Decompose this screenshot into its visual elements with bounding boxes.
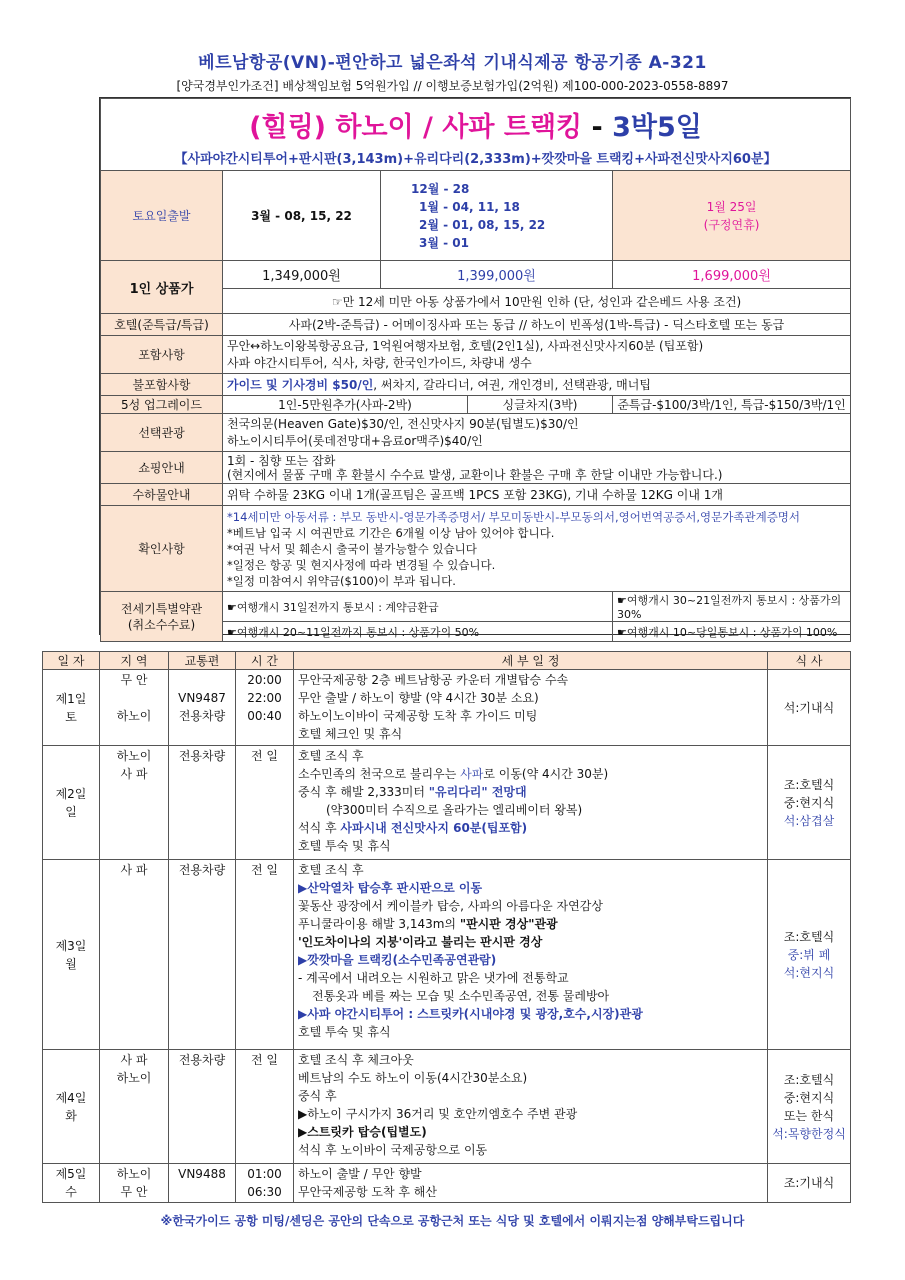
notice-line: *14세미만 아동서류 : 부모 동반시-영문가족증명서/ 부모미동반시-부모동의서,영어번역공증서,영문가족관계증명서 <box>227 509 801 524</box>
day-cell <box>43 1164 100 1203</box>
day-number: 제1일 <box>55 691 87 706</box>
itinerary-table <box>42 651 851 1203</box>
itinerary-day-4 <box>43 1050 851 1164</box>
region-cell <box>100 1164 169 1203</box>
time-cell <box>236 1050 294 1164</box>
included-line: 사파 야간시티투어, 식사, 차량, 한국인가이드, 차량내 생수 <box>227 355 532 370</box>
header-date: 일 자 <box>43 652 100 670</box>
time-cell <box>236 746 294 860</box>
day-cell <box>43 670 100 746</box>
detail-line: 호텔 조식 후 <box>298 749 364 763</box>
title-main: (힐링) 하노이 / 사파 트랙킹 <box>249 112 583 143</box>
price-1: 1,349,000원 <box>223 261 381 289</box>
detail-line: 무안국제공항 2층 베트남항공 카운터 개별탑승 수속 <box>298 673 569 687</box>
transport: VN9487 <box>178 691 226 705</box>
meal-cell <box>768 1050 851 1164</box>
excluded-value <box>223 374 851 396</box>
date-line: 3월 - 01 <box>419 235 469 250</box>
departure-dates-3 <box>613 171 851 261</box>
transport: 전용차량 <box>178 709 226 723</box>
meal-cell <box>768 670 851 746</box>
time: 22:00 <box>247 691 282 705</box>
meal: 석:현지식 <box>783 965 835 980</box>
transport-cell <box>169 860 236 1050</box>
detail-line: 호텔 체크인 및 휴식 <box>298 727 403 741</box>
departure-label: 토요일출발 <box>101 171 223 261</box>
detail-line: 호텔 투숙 및 휴식 <box>298 839 391 853</box>
region: 하노이 <box>116 1167 152 1181</box>
cancellation-31-days: ☛여행개시 31일전까지 통보시 : 계약금환급 <box>223 592 613 622</box>
detail-line: '인도차이나의 지붕'이라고 불리는 판시판 경상 <box>298 935 543 949</box>
transport-cell <box>169 670 236 746</box>
detail-text: 중식 후 해발 2,333미터 <box>298 785 429 799</box>
region-cell <box>100 1050 169 1164</box>
day-number: 제4일 <box>55 1090 87 1105</box>
meal: 중:뷔 페 <box>787 947 831 962</box>
product-subtitle: 【사파야간시티투어+판시판(3,143m)+유리다리(2,333m)+깟깟마을 트랙킹+사파전신맛사지60분】 <box>101 144 851 171</box>
detail-line: 석식 후 노이바이 국제공항으로 이동 <box>298 1143 488 1157</box>
detail-line: ▶깟깟마을 트랙킹(소수민족공연관람) <box>298 953 497 967</box>
detail-text: 로 이동(약 4시간 30분) <box>483 767 609 781</box>
meal: 석:기내식 <box>783 700 835 715</box>
detail-line: 하노이 출발 / 무안 향발 <box>298 1167 422 1181</box>
hotel-value: 사파(2박-준특급) - 어메이징사파 또는 동급 // 하노이 빈폭성(1박-특급) - 딕스타호텔 또는 동급 <box>223 314 851 336</box>
transport: 전용차량 <box>178 1053 226 1067</box>
date-line: 1월 - 04, 11, 18 <box>419 199 520 214</box>
departure-dates-2 <box>381 171 613 261</box>
detail-text: 푸니쿨라이용 해발 3,143m의 <box>298 917 460 931</box>
airline-header: 베트남항공(VN)-편안하고 넓은좌석 기내식제공 항공기종 A-321 <box>198 53 707 73</box>
transport-cell <box>169 1050 236 1164</box>
meal: 중:현지식 <box>783 795 835 810</box>
optional-tour-label: 선택관광 <box>101 414 223 452</box>
included-value <box>223 336 851 374</box>
detail-text: 석식 후 <box>298 821 341 835</box>
optional-line: 천국의문(Heaven Gate)$30/인, 전신맛사지 90분(팁별도)$30/인 <box>227 416 579 431</box>
grade-charge: 준특급-$100/3박/1인, 특급-$150/3박/1인 <box>613 396 851 414</box>
notice-label: 확인사항 <box>101 506 223 592</box>
notice-line: *베트남 입국 시 여권만료 기간은 6개월 이상 남아 있어야 합니다. <box>227 525 555 540</box>
detail-line: 꽃동산 광장에서 케이블카 탑승, 사파의 아름다운 자연감상 <box>298 899 603 913</box>
date-line: 1월 25일 <box>706 199 757 214</box>
region-cell <box>100 670 169 746</box>
day-weekday: 일 <box>65 804 77 819</box>
departure-dates-1: 3월 - 08, 15, 22 <box>223 171 381 261</box>
time: 전 일 <box>251 749 278 763</box>
license-header: [양국경부인가조건] 배상책임보험 5억원가입 // 이행보증보험가입(2억원) 제100-000-2023-0558-8897 <box>176 79 729 93</box>
meal-cell <box>768 1164 851 1203</box>
cancellation-30-21-days: ☛여행개시 30~21일전까지 통보시 : 상품가의 30% <box>613 592 851 622</box>
hotel-label: 호텔(준특급/특급) <box>101 314 223 336</box>
region: 사 파 <box>120 767 148 781</box>
detail-line: 호텔 투숙 및 휴식 <box>298 1025 391 1039</box>
header-meals: 식 사 <box>768 652 851 670</box>
day-cell <box>43 1050 100 1164</box>
meal: 또는 한식 <box>783 1108 835 1123</box>
day-number: 제5일 <box>55 1167 87 1181</box>
detail-line: 호텔 조식 후 체크아웃 <box>298 1053 414 1067</box>
region: 사 파 <box>120 1053 148 1067</box>
glass-bridge-highlight: "유리다리" 전망대 <box>428 785 527 799</box>
region: 무 안 <box>120 1185 148 1199</box>
guide-fee: 가이드 및 기사경비 $50/인 <box>227 378 374 392</box>
time: 20:00 <box>247 673 282 687</box>
itinerary-day-1 <box>43 670 851 746</box>
details-cell <box>294 1164 768 1203</box>
excluded-label: 불포함사항 <box>101 374 223 396</box>
transport-cell <box>169 1164 236 1203</box>
cancel-label-line: (취소수수료) <box>127 617 196 632</box>
details-cell <box>294 746 768 860</box>
detail-line <box>298 915 763 933</box>
shopping-value <box>223 452 851 484</box>
time-cell <box>236 1164 294 1203</box>
transport: VN9488 <box>178 1167 226 1181</box>
cancel-label-line: 전세기특별약관 <box>120 601 203 616</box>
cancellation-10-0-days: ☛여행개시 10~당일통보시 : 상품가의 100% <box>613 622 851 642</box>
detail-line: ▶스트릿카 탑승(팁별도) <box>298 1125 427 1139</box>
region-cell <box>100 860 169 1050</box>
time: 전 일 <box>251 1053 278 1067</box>
title-dash: - <box>582 112 613 143</box>
time: 전 일 <box>251 863 278 877</box>
meal: 중:현지식 <box>783 1090 835 1105</box>
transport: 전용차량 <box>178 863 226 877</box>
optional-line: 하노이시티투어(롯데전망대+음료or맥주)$40/인 <box>227 433 483 448</box>
massage-highlight: 사파시내 전신맛사지 60분(팁포함) <box>340 821 528 835</box>
time-cell <box>236 670 294 746</box>
notice-line: *일정 미참여시 위약금($100)이 부과 됩니다. <box>227 573 456 588</box>
meal-cell <box>768 860 851 1050</box>
date-line: (구정연휴) <box>703 217 760 232</box>
single-charge: 싱글차지(3박) <box>468 396 613 414</box>
itinerary-day-3 <box>43 860 851 1050</box>
meal: 조:호텔식 <box>783 777 835 792</box>
header-time: 시 간 <box>236 652 294 670</box>
region: 사 파 <box>120 863 148 877</box>
day-number: 제2일 <box>55 786 87 801</box>
detail-line: (약300미터 수직으로 올라가는 엘리베이터 왕복) <box>326 803 583 817</box>
itinerary-day-2 <box>43 746 851 860</box>
detail-line: ▶사파 야간시티투어 : 스트릿카(시내야경 및 광장,호수,시장)관광 <box>298 1007 643 1021</box>
optional-tour-value <box>223 414 851 452</box>
transport-cell <box>169 746 236 860</box>
region <box>104 689 164 707</box>
detail-line: 전통옷과 베를 짜는 모습 및 소수민족공연, 전통 물레방아 <box>312 989 610 1003</box>
cancellation-label <box>101 592 223 642</box>
region: 무 안 <box>120 673 148 687</box>
child-discount-note: ☞만 12세 미만 아동 상품가에서 10만원 인하 (단, 성인과 같은베드 사용 조건) <box>223 289 851 314</box>
cancellation-20-11-days: ☛여행개시 20~11일전까지 통보시 : 상품가의 50% <box>223 622 613 642</box>
detail-line: ▶산악열차 탑승후 판시판으로 이동 <box>298 881 483 895</box>
detail-line <box>298 783 763 801</box>
notice-line: *여권 낙서 및 훼손시 출국이 불가능할수 있습니다 <box>227 541 477 556</box>
region: 하노이 <box>116 1071 152 1085</box>
transport <box>173 671 231 689</box>
header-transport: 교통편 <box>169 652 236 670</box>
upgrade-label: 5성 업그레이드 <box>101 396 223 414</box>
details-cell <box>294 860 768 1050</box>
price-3: 1,699,000원 <box>613 261 851 289</box>
meal: 석:삼겹살 <box>783 813 835 828</box>
time: 06:30 <box>247 1185 282 1199</box>
day-weekday: 월 <box>65 956 77 971</box>
detail-line: 베트남의 수도 하노이 이동(4시간30분소요) <box>298 1071 528 1085</box>
product-summary <box>99 97 851 639</box>
date-line: 12월 - 28 <box>411 181 470 196</box>
upgrade-value: 1인-5만원추가(사파-2박) <box>223 396 468 414</box>
time: 00:40 <box>247 709 282 723</box>
region-cell <box>100 746 169 860</box>
shopping-line: (현지에서 물품 구매 후 환불시 수수료 발생, 교환이나 환불은 구매 후 한달 이내만 가능합니다.) <box>227 467 723 482</box>
meal: 석:목향한정식 <box>772 1126 846 1141</box>
day-weekday: 수 <box>65 1185 77 1199</box>
excluded-rest: , 써차지, 갈라디너, 여권, 개인경비, 선택관광, 매너팁 <box>373 378 651 392</box>
meal: 조:기내식 <box>783 1176 835 1190</box>
details-cell <box>294 670 768 746</box>
shopping-line: 1회 - 침향 또는 잡화 <box>227 453 336 468</box>
product-title <box>101 99 851 145</box>
detail-line: 무안 출발 / 하노이 향발 (약 4시간 30분 소요) <box>298 691 539 705</box>
title-duration: 3박5일 <box>612 112 702 143</box>
footer-notice: ※한국가이드 공항 미팅/센딩은 공안의 단속으로 공항근처 또는 식당 및 호텔에서 이뤄지는점 양해부탁드립니다 <box>160 1214 745 1228</box>
detail-line: 호텔 조식 후 <box>298 863 364 877</box>
detail-text: 소수민족의 천국으로 불리우는 <box>298 767 461 781</box>
header-details: 세 부 일 정 <box>294 652 768 670</box>
transport: 전용차량 <box>178 749 226 763</box>
day-number: 제3일 <box>55 938 87 953</box>
day-weekday: 화 <box>65 1108 77 1123</box>
detail-line <box>298 819 763 837</box>
detail-line: - 계곡에서 내려오는 시원하고 맑은 냇가에 전통학교 <box>298 971 569 985</box>
day-weekday: 토 <box>65 709 77 724</box>
time-cell <box>236 860 294 1050</box>
detail-line: ▶하노이 구시가지 36거리 및 호안끼엠호수 주변 관광 <box>298 1107 578 1121</box>
day-cell <box>43 746 100 860</box>
meal-cell <box>768 746 851 860</box>
included-label: 포함사항 <box>101 336 223 374</box>
meal: 조:호텔식 <box>783 1072 835 1087</box>
time: 01:00 <box>247 1167 282 1181</box>
itinerary-day-5 <box>43 1164 851 1203</box>
meal: 조:호텔식 <box>783 929 835 944</box>
region: 하노이 <box>116 749 152 763</box>
notice-line: *일정은 항공 및 현지사정에 따라 변경될 수 있습니다. <box>227 557 496 572</box>
shopping-label: 쇼핑안내 <box>101 452 223 484</box>
price-2: 1,399,000원 <box>381 261 613 289</box>
detail-line: 무안국제공항 도착 후 해산 <box>298 1185 437 1199</box>
sapa-highlight: 사파 <box>460 767 484 781</box>
detail-line <box>298 765 763 783</box>
detail-line: 중식 후 <box>298 1089 337 1103</box>
day-cell <box>43 860 100 1050</box>
notice-value <box>223 506 851 592</box>
price-label: 1인 상품가 <box>101 261 223 314</box>
baggage-value: 위탁 수하물 23KG 이내 1개(골프팀은 골프백 1PCS 포함 23KG), 기내 수하물 12KG 이내 1개 <box>223 484 851 506</box>
date-line: 2월 - 01, 08, 15, 22 <box>419 217 546 232</box>
region: 하노이 <box>116 709 152 723</box>
included-line: 무안↔하노이왕복항공요금, 1억원여행자보험, 호텔(2인1실), 사파전신맛사지60분 (팁포함) <box>227 338 704 353</box>
fansipan-highlight: "판시판 경상"관광 <box>459 917 558 931</box>
header-region: 지 역 <box>100 652 169 670</box>
details-cell <box>294 1050 768 1164</box>
baggage-label: 수하물안내 <box>101 484 223 506</box>
detail-line: 하노이노이바이 국제공항 도착 후 가이드 미팅 <box>298 709 538 723</box>
